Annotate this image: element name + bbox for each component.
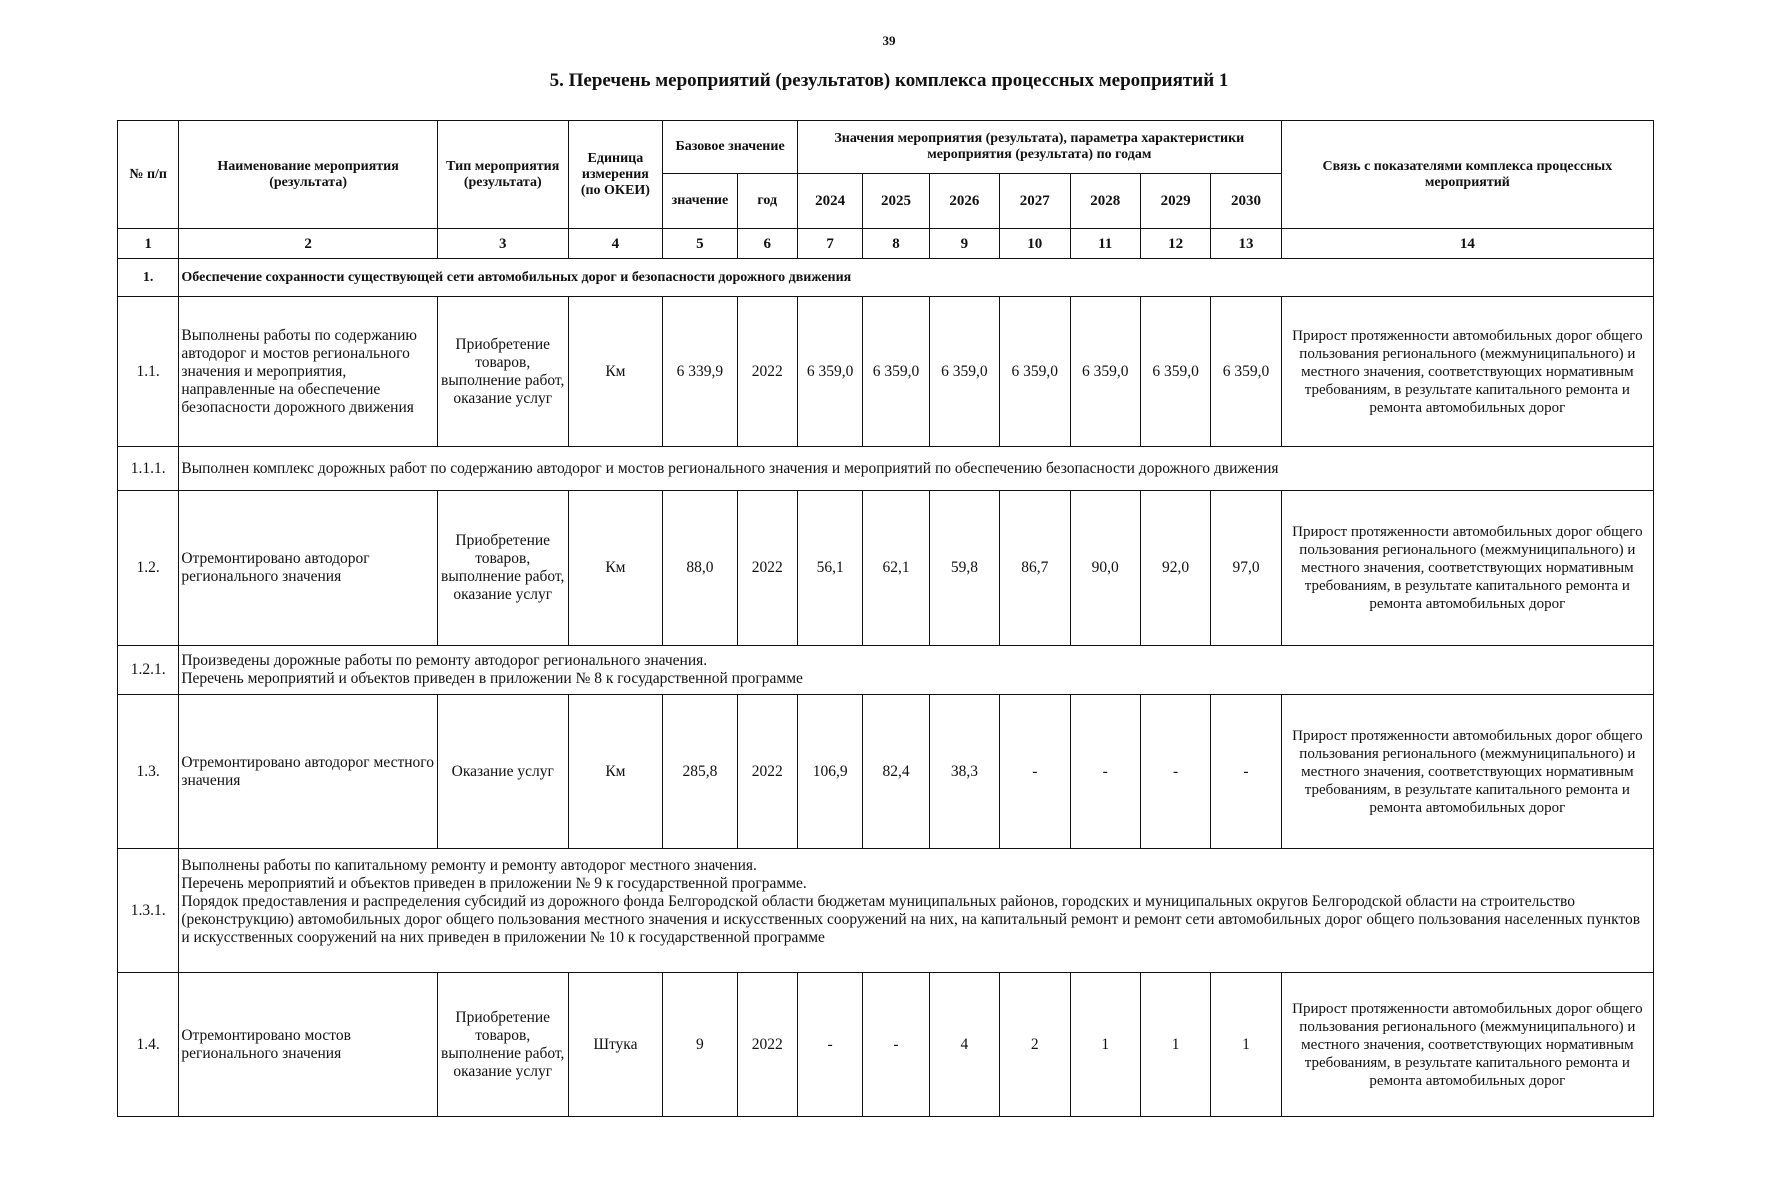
row-year-value: 6 359,0 [1000, 297, 1070, 447]
row-year-value: 1 [1070, 973, 1140, 1117]
column-number: 7 [797, 229, 862, 259]
measures-table [117, 120, 1654, 1117]
column-number: 6 [737, 229, 797, 259]
header-year: 2028 [1070, 174, 1140, 229]
column-number: 4 [568, 229, 663, 259]
section-num: 1. [118, 259, 179, 297]
row-year-value: 56,1 [797, 491, 862, 646]
row-num: 1.3. [118, 695, 179, 849]
row-year-value: 2 [1000, 973, 1070, 1117]
row-link: Прирост протяженности автомобильных дорог общего пользования регионального (межмуниципального) и местного значения, соответствующих нормативным требованиям, в результате капитального ремонта и ремонта автомобильных дорог [1281, 491, 1653, 646]
header-values-by-year: Значения мероприятия (результата), параметра характеристики мероприятия (результата) по годам [797, 121, 1281, 174]
row-num: 1.2.1. [118, 646, 179, 695]
row-year-value: 97,0 [1211, 491, 1281, 646]
column-number-row [118, 229, 1654, 259]
row-year-value: 38,3 [929, 695, 999, 849]
row-year-value: 1 [1140, 973, 1210, 1117]
row-unit: Штука [568, 973, 663, 1117]
header-num: № п/п [118, 121, 179, 229]
row-year-value: 90,0 [1070, 491, 1140, 646]
row-year-value: 62,1 [863, 491, 929, 646]
table-row [118, 447, 1654, 491]
row-year-value: 6 359,0 [797, 297, 862, 447]
column-number: 14 [1281, 229, 1653, 259]
header-year: 2029 [1140, 174, 1210, 229]
row-year-value: 1 [1211, 973, 1281, 1117]
row-name: Выполнены работы по содержанию автодорог и мостов регионального значения и мероприятия, направленные на обеспечение безопасности дорожного движения [179, 297, 438, 447]
column-number: 11 [1070, 229, 1140, 259]
description-line: Произведены дорожные работы по ремонту автодорог регионального значения. [181, 652, 708, 669]
section-row [118, 259, 1654, 297]
column-number: 10 [1000, 229, 1070, 259]
row-base-year: 2022 [737, 297, 797, 447]
header-type: Тип мероприятия (результата) [437, 121, 568, 229]
column-number: 13 [1211, 229, 1281, 259]
row-year-value: - [863, 973, 929, 1117]
row-year-value: 6 359,0 [1070, 297, 1140, 447]
table-row [118, 973, 1654, 1117]
table-row [118, 849, 1654, 973]
row-year-value: 6 359,0 [1140, 297, 1210, 447]
row-year-value: - [1000, 695, 1070, 849]
row-year-value: 59,8 [929, 491, 999, 646]
description-line: Перечень мероприятий и объектов приведен в приложении № 8 к государственной программе [181, 670, 803, 687]
column-number: 3 [437, 229, 568, 259]
row-link: Прирост протяженности автомобильных дорог общего пользования регионального (межмуниципального) и местного значения, соответствующих нормативным требованиям, в результате капитального ремонта и ремонта автомобильных дорог [1281, 297, 1653, 447]
row-num: 1.3.1. [118, 849, 179, 973]
row-type: Приобретение товаров, выполнение работ, оказание услуг [437, 973, 568, 1117]
column-number: 9 [929, 229, 999, 259]
row-link: Прирост протяженности автомобильных дорог общего пользования регионального (межмуниципального) и местного значения, соответствующих нормативным требованиям, в результате капитального ремонта и ремонта автомобильных дорог [1281, 973, 1653, 1117]
header-year: 2024 [797, 174, 862, 229]
row-name: Отремонтировано автодорог регионального значения [179, 491, 438, 646]
page-title: 5. Перечень мероприятий (результатов) комплекса процессных мероприятий 1 [549, 70, 1229, 91]
table-row [118, 695, 1654, 849]
description-line: Перечень мероприятий и объектов приведен в приложении № 9 к государственной программе. [181, 875, 807, 892]
header-year: 2027 [1000, 174, 1070, 229]
row-year-value: - [1211, 695, 1281, 849]
row-year-value: 106,9 [797, 695, 862, 849]
row-base-value: 6 339,9 [663, 297, 737, 447]
description-line: Порядок предоставления и распределения субсидий из дорожного фонда Белгородской области бюджетам муниципальных районов, городских и муниципальных округов Белгородской области на строительство (реконструкцию) автомобильных дорог общего пользования местного значения и искусственных сооружений на них, на капитальный ремонт и ремонт сети автомобильных дорог общего пользования населенных пунктов и искусственных сооружений на них приведен в приложении № 10 к государственной программе [181, 893, 1641, 946]
header-year: 2025 [863, 174, 929, 229]
row-description [179, 646, 1654, 695]
column-number: 1 [118, 229, 179, 259]
row-num: 1.2. [118, 491, 179, 646]
row-name: Отремонтировано мостов регионального значения [179, 973, 438, 1117]
row-type: Приобретение товаров, выполнение работ, оказание услуг [437, 297, 568, 447]
row-num: 1.1.1. [118, 447, 179, 491]
header-base-year: год [737, 174, 797, 229]
description-line: Выполнен комплекс дорожных работ по содержанию автодорог и мостов регионального значения и мероприятий по обеспечению безопасности дорожного движения [181, 459, 1279, 477]
row-year-value: 86,7 [1000, 491, 1070, 646]
header-base: Базовое значение [663, 121, 798, 174]
header-year: 2030 [1211, 174, 1281, 229]
row-year-value: - [1070, 695, 1140, 849]
header-year: 2026 [929, 174, 999, 229]
row-year-value: - [1140, 695, 1210, 849]
header-name: Наименование мероприятия (результата) [179, 121, 438, 229]
page-number: 39 [882, 33, 896, 48]
row-year-value: 6 359,0 [1211, 297, 1281, 447]
row-year-value: - [797, 973, 862, 1117]
row-description [179, 447, 1654, 491]
row-base-value: 285,8 [663, 695, 737, 849]
row-base-value: 88,0 [663, 491, 737, 646]
row-type: Оказание услуг [437, 695, 568, 849]
row-year-value: 82,4 [863, 695, 929, 849]
section-title: Обеспечение сохранности существующей сети автомобильных дорог и безопасности дорожного движения [179, 259, 1654, 297]
header-unit: Единица измерения (по ОКЕИ) [568, 121, 663, 229]
table-row [118, 646, 1654, 695]
row-link: Прирост протяженности автомобильных дорог общего пользования регионального (межмуниципального) и местного значения, соответствующих нормативным требованиям, в результате капитального ремонта и ремонта автомобильных дорог [1281, 695, 1653, 849]
table-row [118, 297, 1654, 447]
header-link: Связь с показателями комплекса процессных мероприятий [1281, 121, 1653, 229]
row-description [179, 849, 1654, 973]
row-num: 1.1. [118, 297, 179, 447]
column-number: 2 [179, 229, 438, 259]
row-year-value: 6 359,0 [863, 297, 929, 447]
row-year-value: 4 [929, 973, 999, 1117]
table-row [118, 491, 1654, 646]
row-base-year: 2022 [737, 695, 797, 849]
row-year-value: 92,0 [1140, 491, 1210, 646]
row-name: Отремонтировано автодорог местного значения [179, 695, 438, 849]
column-number: 8 [863, 229, 929, 259]
row-base-value: 9 [663, 973, 737, 1117]
row-type: Приобретение товаров, выполнение работ, оказание услуг [437, 491, 568, 646]
row-unit: Км [568, 695, 663, 849]
header-base-value: значение [663, 174, 737, 229]
row-year-value: 6 359,0 [929, 297, 999, 447]
column-number: 5 [663, 229, 737, 259]
row-base-year: 2022 [737, 491, 797, 646]
row-base-year: 2022 [737, 973, 797, 1117]
row-num: 1.4. [118, 973, 179, 1117]
description-line: Выполнены работы по капитальному ремонту и ремонту автодорог местного значения. [181, 857, 757, 874]
row-unit: Км [568, 491, 663, 646]
column-number: 12 [1140, 229, 1210, 259]
row-unit: Км [568, 297, 663, 447]
